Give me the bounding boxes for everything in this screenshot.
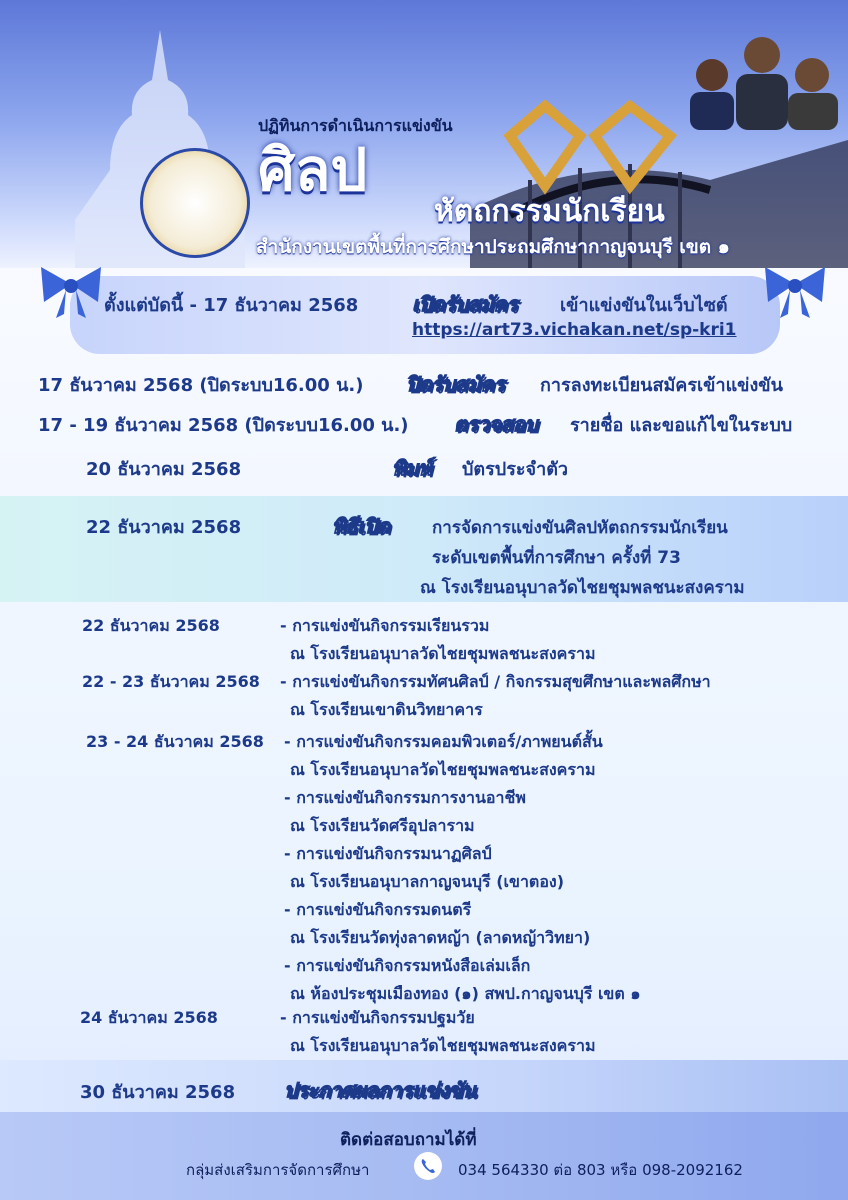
- close-registration-text: การลงทะเบียนสมัครเข้าแข่งขัน: [540, 375, 783, 396]
- registration-text: เข้าแข่งขันในเว็บไซต์: [560, 295, 728, 316]
- schedule-date: 23 - 24 ธันวาคม 2568: [86, 732, 264, 751]
- schedule-venue: ณ โรงเรียนวัดศรีอุปลาราม: [290, 816, 475, 835]
- schedule-date: 22 ธันวาคม 2568: [82, 616, 220, 635]
- schedule-venue: ณ โรงเรียนเขาดินวิทยาคาร: [290, 700, 483, 719]
- registration-date: ตั้งแต่บัดนี้ - 17 ธันวาคม 2568: [104, 295, 359, 316]
- schedule-venue: ณ โรงเรียนอนุบาลวัดไชยชุมพลชนะสงคราม: [290, 644, 596, 663]
- district-logo: [140, 148, 250, 258]
- opening-date: 22 ธันวาคม 2568: [86, 517, 242, 538]
- schedule-event: - การแข่งขันกิจกรรมนาฏศิลป์: [284, 844, 492, 863]
- schedule-event: - การแข่งขันกิจกรรมดนตรี: [284, 900, 472, 919]
- contact-group: กลุ่มส่งเสริมการจัดการศึกษา: [186, 1161, 370, 1179]
- emblem-73-image: [500, 96, 680, 196]
- header-kicker: ปฏิทินการดำเนินการแข่งขัน: [258, 116, 453, 135]
- schedule-venue: ณ โรงเรียนอนุบาลวัดไชยชุมพลชนะสงคราม: [290, 760, 596, 779]
- opening-line: ระดับเขตพื้นที่การศึกษา ครั้งที่ 73: [432, 548, 681, 568]
- schedule-event: - การแข่งขันกิจกรรมเรียนรวม: [280, 616, 490, 635]
- close-registration-highlight: ปิดรับสมัคร: [406, 372, 505, 396]
- contact-title: ติดต่อสอบถามได้ที่: [340, 1130, 477, 1150]
- schedule-venue: ณ โรงเรียนอนุบาลวัดไชยชุมพลชนะสงคราม: [290, 1036, 596, 1055]
- header-title-rest: หัตถกรรมนักเรียน: [434, 194, 665, 229]
- announce-highlight: ประกาศผลการแข่งขัน: [284, 1078, 476, 1102]
- schedule-event: - การแข่งขันกิจกรรมหนังสือเล่มเล็ก: [284, 956, 531, 975]
- verify-highlight: ตรวจสอบ: [454, 412, 538, 436]
- announce-date: 30 ธันวาคม 2568: [80, 1082, 236, 1103]
- schedule-date: 24 ธันวาคม 2568: [80, 1008, 218, 1027]
- schedule-event: - การแข่งขันกิจกรรมทัศนศิลป์ / กิจกรรมสุขศึกษาและพลศึกษา: [280, 672, 711, 691]
- print-text: บัตรประจำตัว: [462, 459, 568, 480]
- schedule-event: - การแข่งขันกิจกรรมการงานอาชีพ: [284, 788, 526, 807]
- opening-line: ณ โรงเรียนอนุบาลวัดไชยชุมพลชนะสงคราม: [420, 578, 745, 598]
- header-banner: [0, 0, 848, 268]
- print-highlight: พิมพ์: [392, 456, 432, 480]
- schedule-venue: ณ ห้องประชุมเมืองทอง (๑) สพป.กาญจนบุรี เขต ๑: [290, 984, 641, 1003]
- header-title-big: ศิลป: [258, 136, 368, 204]
- schedule-event: - การแข่งขันกิจกรรมคอมพิวเตอร์/ภาพยนต์สั้น: [284, 732, 603, 751]
- ribbon-bow-icon: [760, 262, 830, 318]
- registration-highlight: เปิดรับสมัคร: [412, 292, 518, 316]
- opening-line: การจัดการแข่งขันศิลปหัตถกรรมนักเรียน: [432, 518, 728, 538]
- schedule-venue: ณ โรงเรียนอนุบาลกาญจนบุรี (เขาตอง): [290, 872, 565, 891]
- schedule-date: 22 - 23 ธันวาคม 2568: [82, 672, 260, 691]
- registration-link[interactable]: https://art73.vichakan.net/sp-kri1: [412, 320, 737, 340]
- schedule-venue: ณ โรงเรียนวัดทุ่งลาดหญ้า (ลาดหญ้าวิทยา): [290, 928, 591, 947]
- header-subtitle: สำนักงานเขตพื้นที่การศึกษาประถมศึกษากาญจนบุรี เขต ๑: [256, 236, 730, 258]
- schedule-event: - การแข่งขันกิจกรรมปฐมวัย: [280, 1008, 475, 1027]
- verify-date: 17 - 19 ธันวาคม 2568 (ปิดระบบ16.00 น.): [38, 415, 409, 436]
- ribbon-bow-icon: [36, 262, 106, 318]
- close-registration-date: 17 ธันวาคม 2568 (ปิดระบบ16.00 น.): [38, 375, 364, 396]
- verify-text: รายชื่อ และขอแก้ไขในระบบ: [570, 415, 793, 436]
- phone-icon: [414, 1152, 442, 1180]
- contact-phone[interactable]: 034 564330 ต่อ 803 หรือ 098-2092162: [458, 1161, 743, 1179]
- officials-photo-image: [672, 20, 848, 130]
- print-date: 20 ธันวาคม 2568: [86, 459, 242, 480]
- opening-highlight: พิธีเปิด: [332, 514, 390, 538]
